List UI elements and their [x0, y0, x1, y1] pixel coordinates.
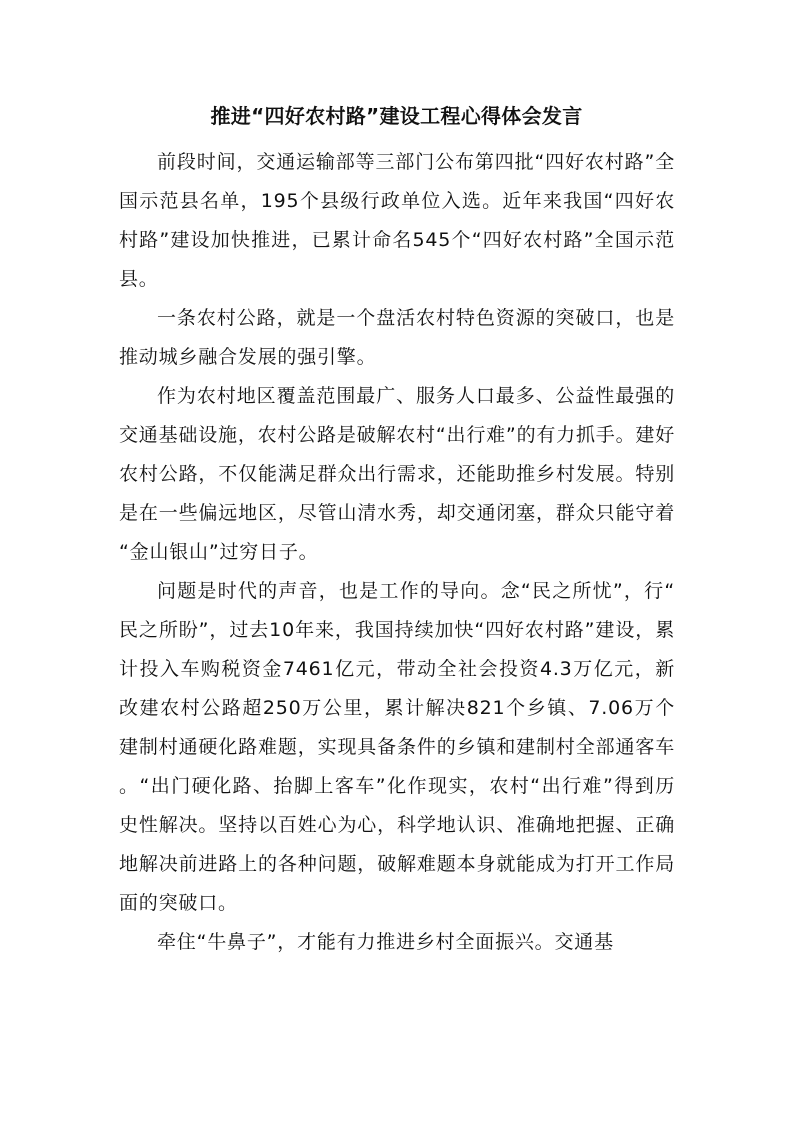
paragraph-rural-revitalization: 牵住“牛鼻子”，才能有力推进乡村全面振兴。交通基	[157, 931, 614, 953]
document-body	[119, 143, 675, 962]
paragraph-infrastructure: 作为农村地区覆盖范围最广、服务人口最多、公益性最强的交通基础设施，农村公路是破解农村“出行难”的有力抓手。建好农村公路，不仅能满足群众出行需求，还能助推乡村发展。特别是在一些偏远地区，尽管山清水秀，却交通闭塞，群众只能守着“金山银山”过穷日子。	[119, 385, 675, 563]
paragraph-rural-road-role: 一条农村公路，就是一个盘活农村特色资源的突破口，也是推动城乡融合发展的强引擎。	[119, 307, 675, 368]
document-title: 推进“四好农村路”建设工程心得体会发言	[210, 104, 583, 128]
paragraph-announcement: 前段时间，交通运输部等三部门公布第四批“四好农村路”全国示范县名单，195个县级行政单位入选。近年来我国“四好农村路”建设加快推进，已累计命名545个“四好农村路”全国示范县。	[119, 151, 675, 290]
paragraph-achievements: 问题是时代的声音，也是工作的导向。念“民之所忧”，行“民之所盼”，过去10年来，我国持续加快“四好农村路”建设，累计投入车购税资金7461亿元，带动全社会投资4.3万亿元，新改建农村公路超250万公里，累计解决821个乡镇、7.06万个建制村通硬化路难题，实现具备条件的乡镇和建制村全部通客车。“出门硬化路、抬脚上客车”化作现实，农村“出行难”得到历史性解决。坚持以百姓心为心，科学地认识、准确地把握、正确地解决前进路上的各种问题，破解难题本身就能成为打开工作局面的突破口。	[119, 580, 675, 914]
